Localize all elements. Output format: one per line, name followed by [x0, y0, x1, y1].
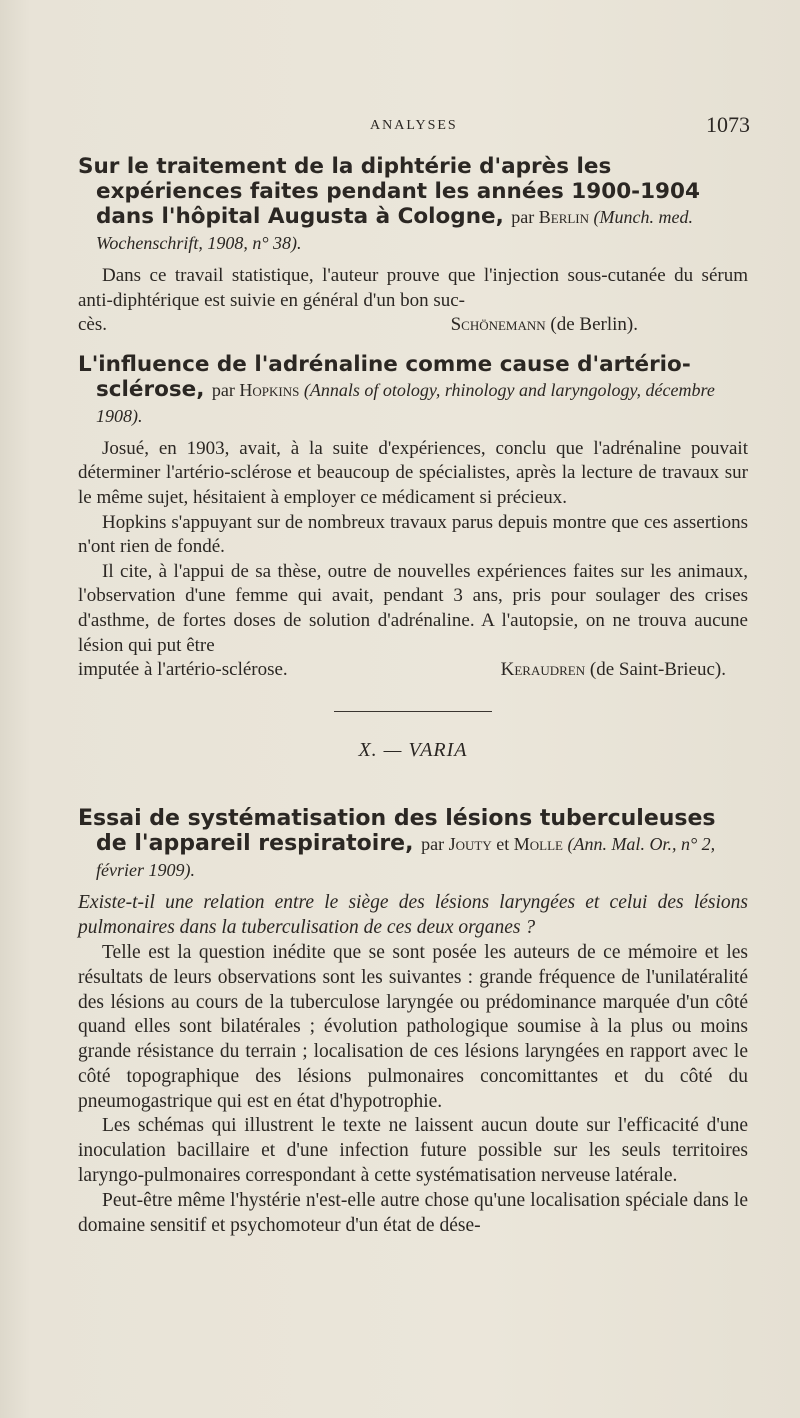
- article-body: Dans ce travail statistique, l'auteur prouve que l'injection sous-cutanée du sérum anti-diphtérique est suivie en général d'un bon suc-: [78, 265, 748, 311]
- article-diphtheria: [78, 154, 748, 338]
- article-source: (Annals of otology, rhinology and laryngology, décembre 1908).: [96, 379, 715, 426]
- article-paragraph: Hopkins s'appuyant sur de nombreux travaux parus depuis montre que ces assertions n'ont rien de fondé.: [78, 511, 748, 558]
- article-adrenaline: [78, 352, 748, 683]
- article-paragraph: Peut-être même l'hystérie n'est-elle autre chose qu'une localisation spéciale dans le domaine sensitif et psychomoteur d'un état de dése-: [78, 1189, 748, 1236]
- running-head: ANALYSES: [370, 118, 458, 133]
- article-title: L'influence de l'adrénaline comme cause d'artério-sclérose,: [78, 351, 691, 402]
- article-source: (Munch. med. Wochenschrift, 1908, n° 38).: [96, 207, 693, 253]
- page-number: 1073: [706, 112, 750, 137]
- article-paragraph: Les schémas qui illustrent le texte ne laissent aucun doute sur l'efficacité d'une inoculation bacillaire et d'une infection future possible sur les seuls territoires laryngo-pulmonaires correspondant à cette systématisation nerveuse latérale.: [78, 1115, 748, 1187]
- section-title: X. — VARIA: [358, 738, 468, 761]
- article-paragraph: Telle est la question inédite que se sont posée les auteurs de ce mémoire et les résultats de leurs observations sont les suivantes : grande fréquence de l'unilatéralité des lésions au cours de la tuberculose laryngée ou prédominance marquée d'un côté quand elles sont bilatérales ; évolution pathologique soumise à la plus ou moins grande résistance du terrain ; localisation de ces lésions laryngées en rapport avec le côté topographique des lésions pulmonaires concomittantes et du côté du pneumogastrique qui est en état d'hypotrophie.: [78, 941, 748, 1112]
- page-content: [78, 154, 748, 1238]
- article-paragraph: Josué, en 1903, avait, à la suite d'expériences, conclu que l'adrénaline pouvait déterminer l'artério-sclérose et beaucoup de spécialistes, après la lecture de travaux sur le même sujet, hésitaient à employer ce médicament si précieux.: [78, 437, 748, 508]
- article-heading: [78, 352, 748, 429]
- article-title: Sur le traitement de la diphtérie d'après les expériences faites pendant les années 1900-1904 dans l'hôpital Augusta à Cologne,: [78, 154, 700, 229]
- article-author: Berlin: [538, 207, 590, 227]
- article-signature-line: cès. Schönemann (de Berlin).: [78, 313, 748, 338]
- reviewer-signature: [501, 658, 748, 683]
- article-source: (Ann. Mal. Or., n° 2, février 1909).: [96, 834, 716, 881]
- article-author: Hopkins: [239, 379, 300, 400]
- reviewer-name: Keraudren: [500, 659, 586, 681]
- article-reference: par Berlin (Munch. med. Wochenschrift, 1908, n° 38).: [96, 207, 693, 253]
- article-reference: par Jouty et Molle (Ann. Mal. Or., n° 2, février 1909).: [96, 834, 716, 881]
- reviewer-place: (de Berlin).: [550, 314, 638, 336]
- article-author: Molle: [513, 834, 563, 855]
- article-heading: [78, 154, 748, 256]
- article-reference: par Hopkins (Annals of otology, rhinology and laryngology, décembre 1908).: [96, 379, 715, 426]
- article-title: Essai de systématisation des lésions tuberculeuses de l'appareil respiratoire,: [78, 806, 716, 857]
- reviewer-name: Schönemann: [450, 314, 546, 336]
- article-tuberculosis: [78, 806, 748, 1238]
- reviewer-place: (de Saint-Brieuc).: [589, 659, 726, 681]
- article-heading: [78, 806, 748, 883]
- article-author: Jouty: [448, 834, 492, 855]
- article-signature-line: imputée à l'artério-sclérose. Keraudren (de Saint-Brieuc).: [78, 658, 748, 683]
- article-paragraph: Il cite, à l'appui de sa thèse, outre de nouvelles expériences faites sur les animaux, l'observation d'une femme qui avait, pendant 3 ans, pris pour soulager des crises d'asthme, de fortes doses de solution d'adrénaline. A l'autopsie, on ne trouva aucune lésion qui put être: [78, 560, 748, 656]
- section-divider: [334, 711, 492, 712]
- article-question: Existe-t-il une relation entre le siège des lésions laryngées et celui des lésions pulmonaires dans la tuberculisation de ces deux organes ?: [78, 892, 748, 939]
- page-header: [80, 112, 750, 142]
- reviewer-signature: [451, 313, 748, 338]
